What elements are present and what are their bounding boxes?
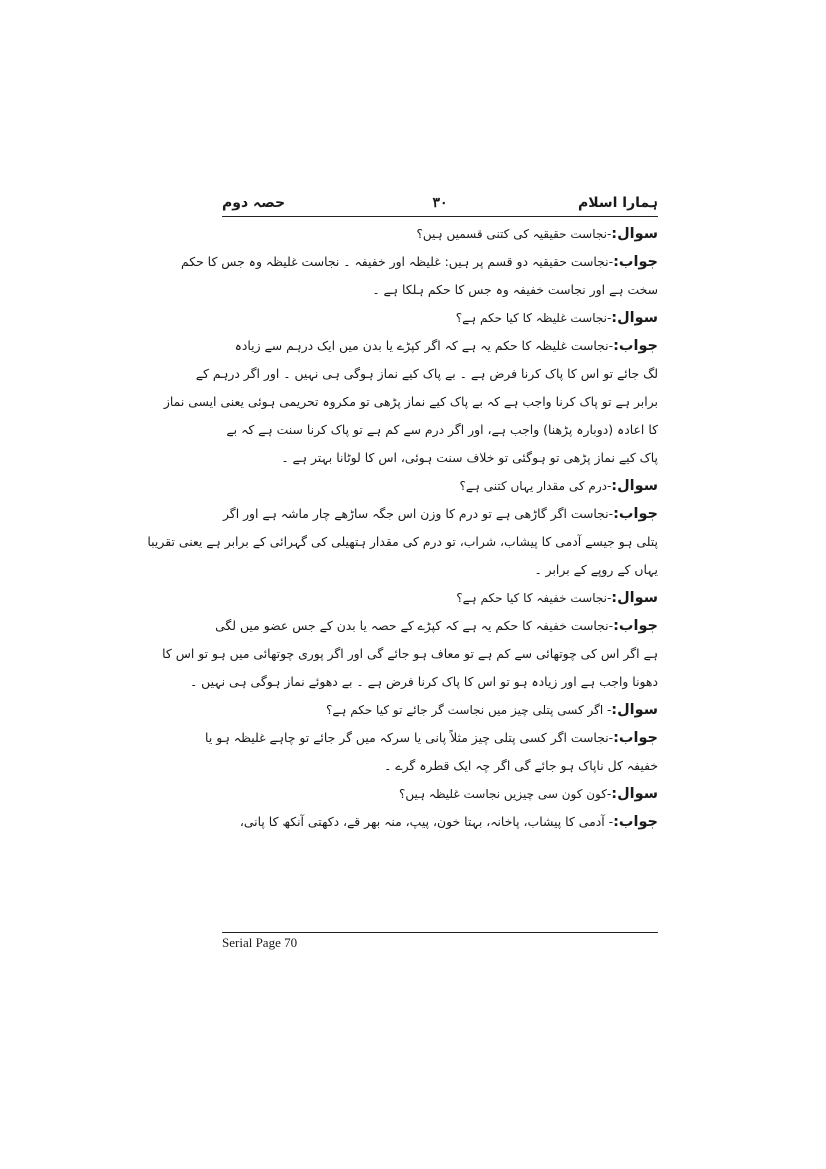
line-text: -نجاست اگر کسی پتلی چیز مثلاً پانی یا سرکہ میں گر جائے تو چاہے غلیظہ ہو یا (205, 730, 614, 745)
line-text: ہے اگر اس کی چوتھائی سے کم ہے تو معاف ہو جائے گی اور اگر پوری چوتھائی میں ہو تو اس کا (162, 646, 658, 661)
line-text: دھونا واجب ہے اور زیادہ ہو تو اس کا پاک کرنا فرض ہے ۔ بے دھوئے نماز ہوگی ہی نہیں ۔ (189, 674, 658, 689)
footer-rule (222, 932, 658, 933)
text-line (222, 752, 658, 780)
page-header (222, 192, 658, 214)
text-line (162, 640, 658, 668)
answer-line (222, 500, 658, 528)
line-text: -نجاست غلیظہ کا کیا حکم ہے؟ (455, 311, 612, 325)
line-text: کا اعادہ (دوبارہ پڑھنا) واجب ہے، اور اگر درم سے کم ہے تو پاک کرنا سنت ہے کہ بے (226, 422, 658, 437)
question-line (222, 220, 658, 248)
question-label: سوال: (611, 478, 658, 494)
question-line (222, 304, 658, 332)
answer-label: جواب: (613, 618, 658, 634)
question-label: سوال: (611, 786, 658, 802)
answer-label: جواب: (613, 730, 658, 746)
text-line (222, 444, 658, 472)
serial-page-footer: Serial Page 70 (222, 935, 298, 950)
text-line (195, 360, 658, 388)
line-text: برابر ہے تو پاک کرنا واجب ہے کہ بے پاک کیے نماز پڑھی تو مکروہ تحریمی ہوئی یعنی ایسی نماز (163, 394, 658, 409)
text-line (222, 276, 658, 304)
question-line (222, 696, 658, 724)
answer-line (222, 332, 658, 360)
question-label: سوال: (611, 702, 658, 718)
line-text: خفیفہ کل ناپاک ہو جائے گی اگر چہ ایک قطرہ گرے ۔ (384, 758, 658, 773)
question-label: سوال: (611, 226, 658, 242)
text-line (222, 556, 658, 584)
page-content (147, 220, 658, 836)
book-part: حصہ دوم (222, 195, 286, 211)
line-text: -نجاست غلیظہ کا حکم یہ ہے کہ اگر کپڑے یا بدن میں ایک درہم سے زیادہ (234, 338, 614, 353)
line-text: - اگر کسی پتلی چیز میں نجاست گر جائے تو کیا حکم ہے؟ (325, 703, 612, 717)
line-text: -نجاست حقیقیہ کی کتنی قسمیں ہیں؟ (416, 227, 612, 241)
question-line (222, 584, 658, 612)
question-label: سوال: (611, 590, 658, 606)
question-label: سوال: (611, 310, 658, 326)
line-text: - آدمی کا پیشاب، پاخانہ، بہتا خون، پیپ، منہ بھر قے، دکھتی آنکھ کا پانی، (239, 814, 614, 829)
book-title: ہمارا اسلام (577, 195, 658, 211)
text-line (147, 528, 658, 556)
text-line (222, 416, 658, 444)
line-text: سخت ہے اور نجاست خفیفہ وہ جس کا حکم ہلکا ہے ۔ (372, 282, 658, 297)
answer-label: جواب: (613, 506, 658, 522)
answer-line (205, 724, 658, 752)
line-text: -نجاست خفیفہ کا حکم یہ ہے کہ کپڑے کے حصہ یا بدن کے جس عضو میں لگی (215, 618, 614, 633)
page-number: ۳۰ (432, 195, 448, 211)
header-rule (222, 216, 658, 217)
line-text: -کون کون سی چیزیں نجاست غلیظہ ہیں؟ (398, 787, 612, 801)
line-text: یہاں کے روپے کے برابر ۔ (534, 562, 658, 577)
answer-label: جواب: (613, 254, 658, 270)
line-text: پتلی ہو جیسے آدمی کا پیشاب، شراب، تو درم کی مقدار ہتھیلی کی گہرائی کے برابر ہے یعنی تقریبا (147, 534, 658, 549)
line-text: -نجاست خفیفہ کا کیا حکم ہے؟ (456, 591, 612, 605)
line-text: -نجاست حقیقیہ دو قسم پر ہیں: غلیظہ اور خفیفہ ۔ نجاست غلیظہ وہ جس کا حکم (180, 254, 614, 269)
text-line (189, 668, 658, 696)
text-line (163, 388, 658, 416)
question-line (222, 780, 658, 808)
book-page (147, 192, 658, 962)
line-text: -نجاست اگر گاڑھی ہے تو درم کا وزن اس جگہ ساڑھے چار ماشہ ہے اور اگر (222, 506, 614, 521)
answer-label: جواب: (613, 338, 658, 354)
question-line (222, 472, 658, 500)
answer-line (180, 248, 658, 276)
answer-line (222, 808, 658, 836)
line-text: لگ جائے تو اس کا پاک کرنا فرض ہے ۔ بے پاک کیے نماز ہوگی ہی نہیں ۔ اور اگر درہم کے (195, 366, 658, 381)
line-text: -درم کی مقدار یہاں کتنی ہے؟ (459, 479, 612, 493)
answer-line (215, 612, 658, 640)
answer-label: جواب: (613, 814, 658, 830)
line-text: پاک کیے نماز پڑھی تو ہوگئی تو خلاف سنت ہوئی، اس کا لوٹانا بہتر ہے ۔ (281, 450, 658, 465)
